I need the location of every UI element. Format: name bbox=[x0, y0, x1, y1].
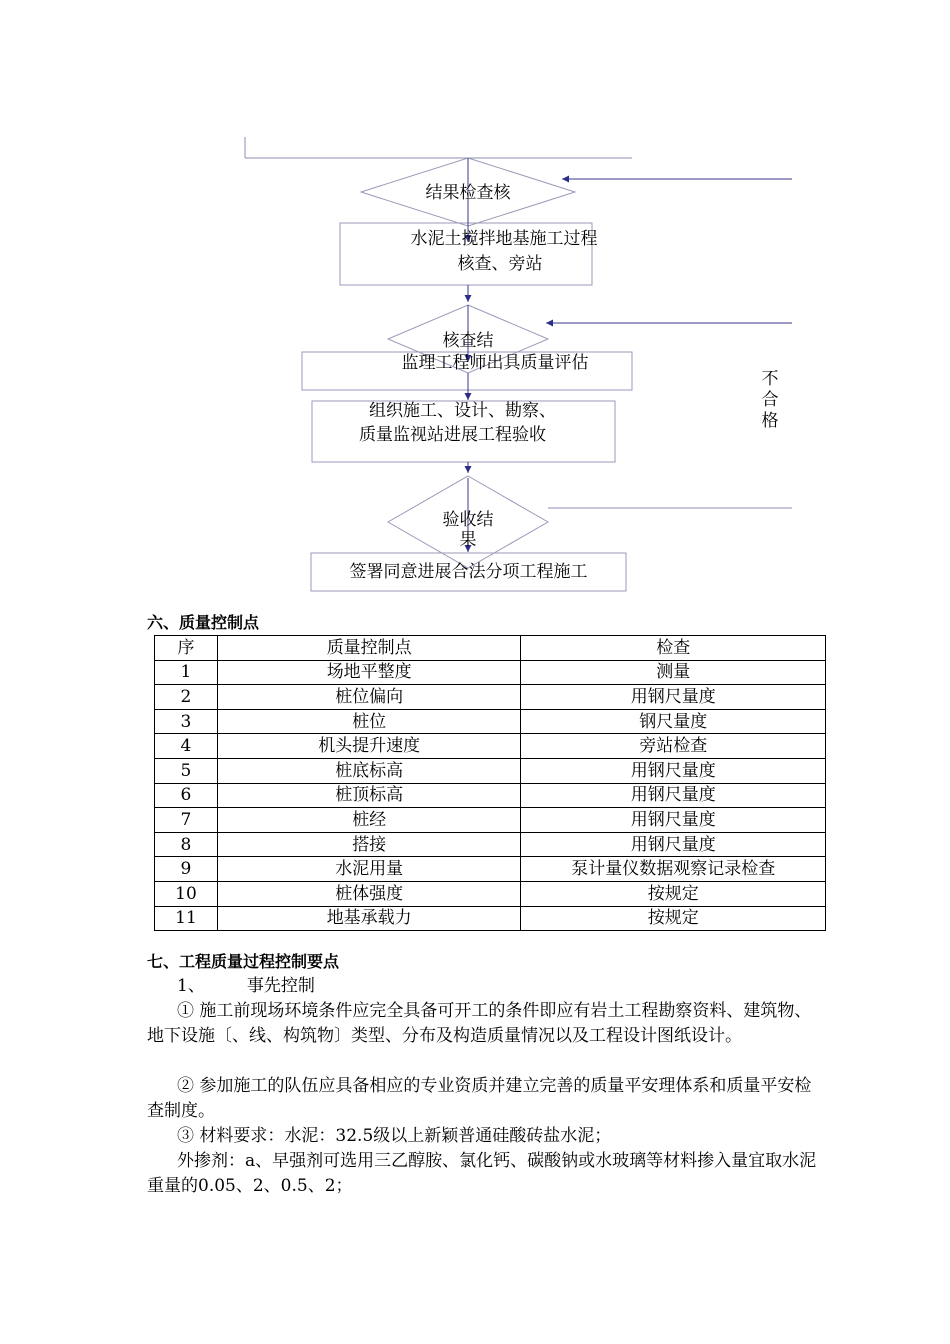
paragraph-3: ③ 材料要求：水泥：32.5级以上新颖普通硅酸砖盐水泥； bbox=[177, 1126, 612, 1146]
side-label-bu: 不 bbox=[761, 369, 779, 389]
cell-point: 桩顶标高 bbox=[217, 783, 521, 808]
diamond1-label: 结果检查核 bbox=[425, 183, 511, 203]
diamond3-line1: 验收结 bbox=[442, 510, 494, 530]
cell-check: 旁站检查 bbox=[521, 734, 826, 759]
cell-check: 用钢尺量度 bbox=[521, 832, 826, 857]
table-row bbox=[155, 709, 826, 734]
cell-no: 9 bbox=[155, 857, 218, 882]
box2-label: 监理工程师出具质量评估 bbox=[401, 353, 589, 373]
cell-point: 地基承载力 bbox=[217, 906, 521, 931]
cell-no: 4 bbox=[155, 734, 218, 759]
box1-line2: 核查、旁站 bbox=[457, 254, 543, 274]
cell-point: 场地平整度 bbox=[217, 660, 521, 685]
cell-no: 5 bbox=[155, 758, 218, 783]
table-row bbox=[155, 857, 826, 882]
paragraph-1: ① 施工前现场环境条件应完全具备可开工的条件即应有岩土工程勘察资料、建筑物、地下设施〔、线、构筑物〕类型、分布及构造质量情况以及工程设计图纸设计。 bbox=[147, 1001, 812, 1046]
side-label-he: 合 bbox=[761, 390, 779, 410]
column-header: 质量控制点 bbox=[217, 636, 521, 661]
table-header-row bbox=[155, 636, 826, 661]
table-row bbox=[155, 808, 826, 833]
cell-no: 8 bbox=[155, 832, 218, 857]
cell-point: 桩底标高 bbox=[217, 758, 521, 783]
cell-point: 水泥用量 bbox=[217, 857, 521, 882]
cell-point: 搭接 bbox=[217, 832, 521, 857]
box3-line1: 组织施工、设计、勘察、 bbox=[369, 401, 556, 421]
column-header: 序 bbox=[155, 636, 218, 661]
cell-check: 泵计量仪数据观察记录检查 bbox=[521, 857, 826, 882]
section6-heading: 六、质量控制点 bbox=[147, 613, 260, 632]
cell-point: 机头提升速度 bbox=[217, 734, 521, 759]
item1-number: 1、 bbox=[177, 976, 205, 996]
cell-no: 2 bbox=[155, 685, 218, 710]
table-row bbox=[155, 660, 826, 685]
side-label-ge: 格 bbox=[761, 411, 779, 431]
table-row bbox=[155, 783, 826, 808]
box3-line2: 质量监视站进展工程验收 bbox=[359, 425, 546, 445]
cell-point: 桩经 bbox=[217, 808, 521, 833]
table-row bbox=[155, 685, 826, 710]
diamond2-label: 核查结 bbox=[442, 331, 494, 351]
cell-check: 用钢尺量度 bbox=[521, 783, 826, 808]
box4-label: 签署同意进展合法分项工程施工 bbox=[349, 562, 588, 582]
cell-check: 用钢尺量度 bbox=[521, 808, 826, 833]
cell-check: 用钢尺量度 bbox=[521, 758, 826, 783]
cell-no: 1 bbox=[155, 660, 218, 685]
quality-control-table bbox=[154, 635, 826, 931]
column-header: 检查 bbox=[521, 636, 826, 661]
item1-title: 事先控制 bbox=[246, 976, 315, 996]
paragraph-2: ② 参加施工的队伍应具备相应的专业资质并建立完善的质量平安理体系和质量平安检查制度。 bbox=[147, 1076, 812, 1121]
table-row bbox=[155, 734, 826, 759]
cell-point: 桩体强度 bbox=[217, 881, 521, 906]
item1-heading bbox=[177, 974, 315, 999]
cell-point: 桩位 bbox=[217, 709, 521, 734]
diamond3-line2: 果 bbox=[459, 530, 477, 550]
cell-check: 用钢尺量度 bbox=[521, 685, 826, 710]
cell-check: 按规定 bbox=[521, 906, 826, 931]
cell-point: 桩位偏向 bbox=[217, 685, 521, 710]
section7-heading: 七、工程质量过程控制要点 bbox=[147, 952, 340, 971]
cell-check: 钢尺量度 bbox=[521, 709, 826, 734]
paragraph-4: 外掺剂：a、早强剂可选用三乙醇胺、氯化钙、碳酸钠或水玻璃等材料掺入量宜取水泥重量的0.05、2、0.5、2； bbox=[147, 1151, 817, 1196]
cell-check: 测量 bbox=[521, 660, 826, 685]
cell-no: 3 bbox=[155, 709, 218, 734]
box1-line1: 水泥土搅拌地基施工过程 bbox=[410, 229, 598, 249]
cell-no: 11 bbox=[155, 906, 218, 931]
cell-no: 10 bbox=[155, 881, 218, 906]
table-row bbox=[155, 906, 826, 931]
cell-check: 按规定 bbox=[521, 881, 826, 906]
table-row bbox=[155, 881, 826, 906]
cell-no: 7 bbox=[155, 808, 218, 833]
table-row bbox=[155, 832, 826, 857]
table-row bbox=[155, 758, 826, 783]
cell-no: 6 bbox=[155, 783, 218, 808]
